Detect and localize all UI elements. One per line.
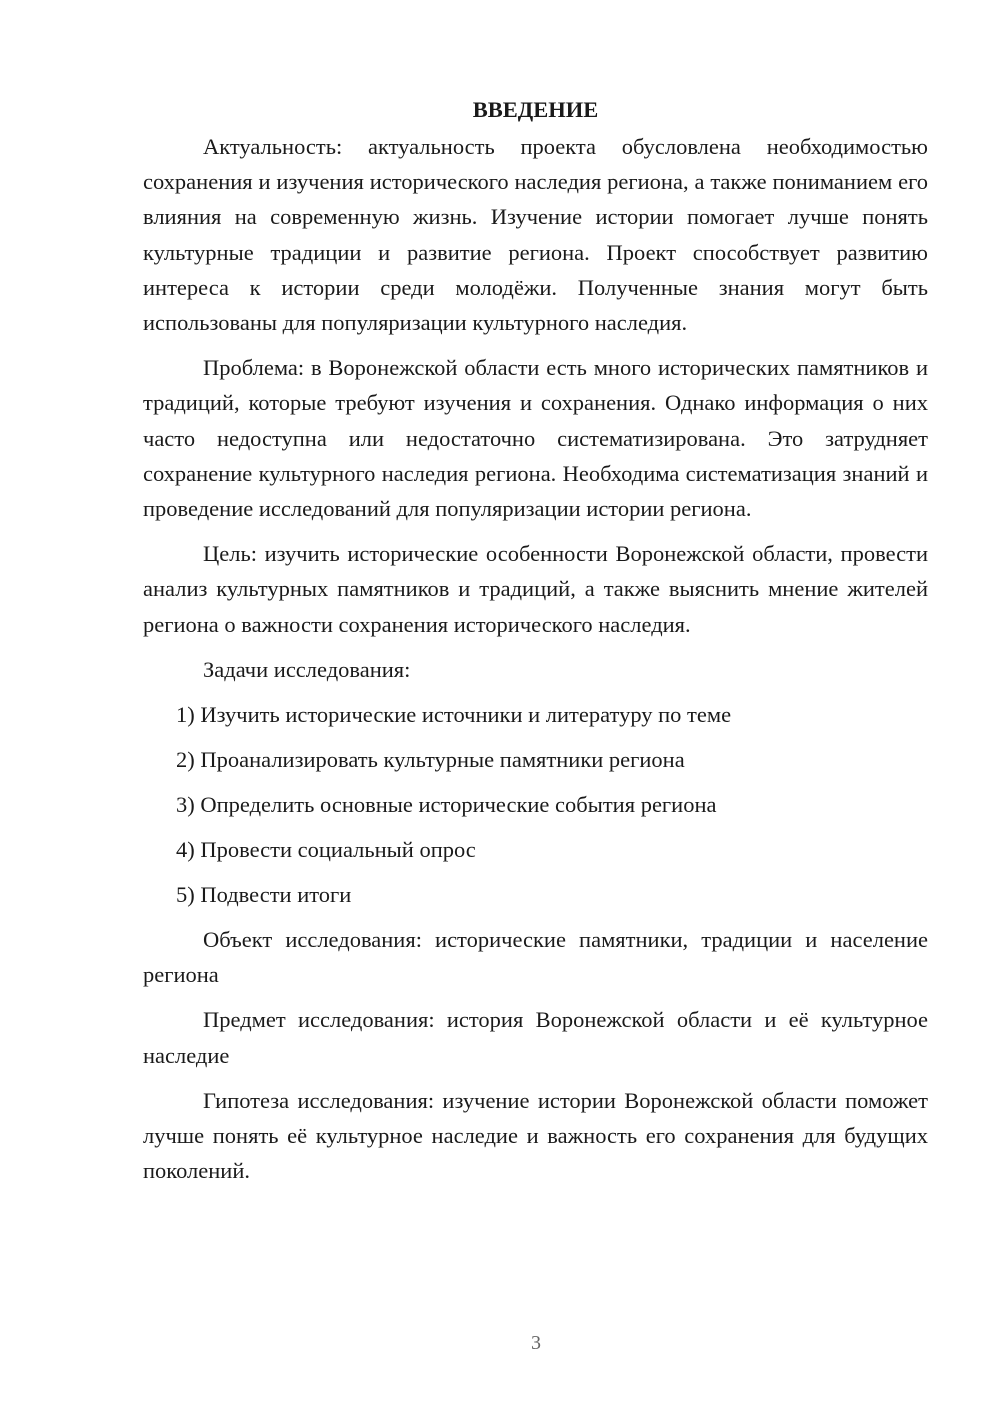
object-paragraph: Объект исследования: исторические памятники, традиции и население региона	[143, 927, 928, 988]
tasks-list	[143, 697, 928, 912]
task-item: 5) Подвести итоги	[176, 882, 352, 908]
hypothesis-paragraph: Гипотеза исследования: изучение истории Воронежской области поможет лучше понять её культурное наследие и важность его сохранения для будущих поколений.	[143, 1087, 928, 1184]
relevance-paragraph: Актуальность: актуальность проекта обусловлена необходимостью сохранения и изучения исторического наследия региона, а также пониманием его влияния на современную жизнь. Изучение истории помогает лучше понять культурные традиции и развитие региона. Проект способствует развитию интереса к истории среди молодёжи. Полученные знания могут быть использованы для популяризации культурного наследия.	[143, 134, 928, 336]
task-item: 4) Провести социальный опрос	[176, 837, 476, 863]
page-content	[143, 92, 928, 1198]
problem-paragraph: Проблема: в Воронежской области есть много исторических памятников и традиций, которые требуют изучения и сохранения. Однако информация о них часто недоступна или недостаточно систематизирована. Это затрудняет сохранение культурного наследия региона. Необходима систематизация знаний и проведение исследований для популяризации истории региона.	[143, 355, 928, 522]
tasks-heading: Задачи исследования:	[203, 656, 411, 682]
goal-paragraph: Цель: изучить исторические особенности Воронежской области, провести анализ культурных памятников и традиций, а также выяснить мнение жителей региона о важности сохранения исторического наследия.	[143, 541, 928, 637]
task-item: 1) Изучить исторические источники и литературу по теме	[176, 702, 732, 728]
subject-paragraph: Предмет исследования: история Воронежской области и её культурное наследие	[143, 1007, 928, 1068]
section-title: ВВЕДЕНИЕ	[472, 97, 599, 122]
task-item: 3) Определить основные исторические события региона	[176, 792, 717, 818]
task-item: 2) Проанализировать культурные памятники региона	[176, 747, 685, 773]
page-number: 3	[531, 1332, 541, 1354]
